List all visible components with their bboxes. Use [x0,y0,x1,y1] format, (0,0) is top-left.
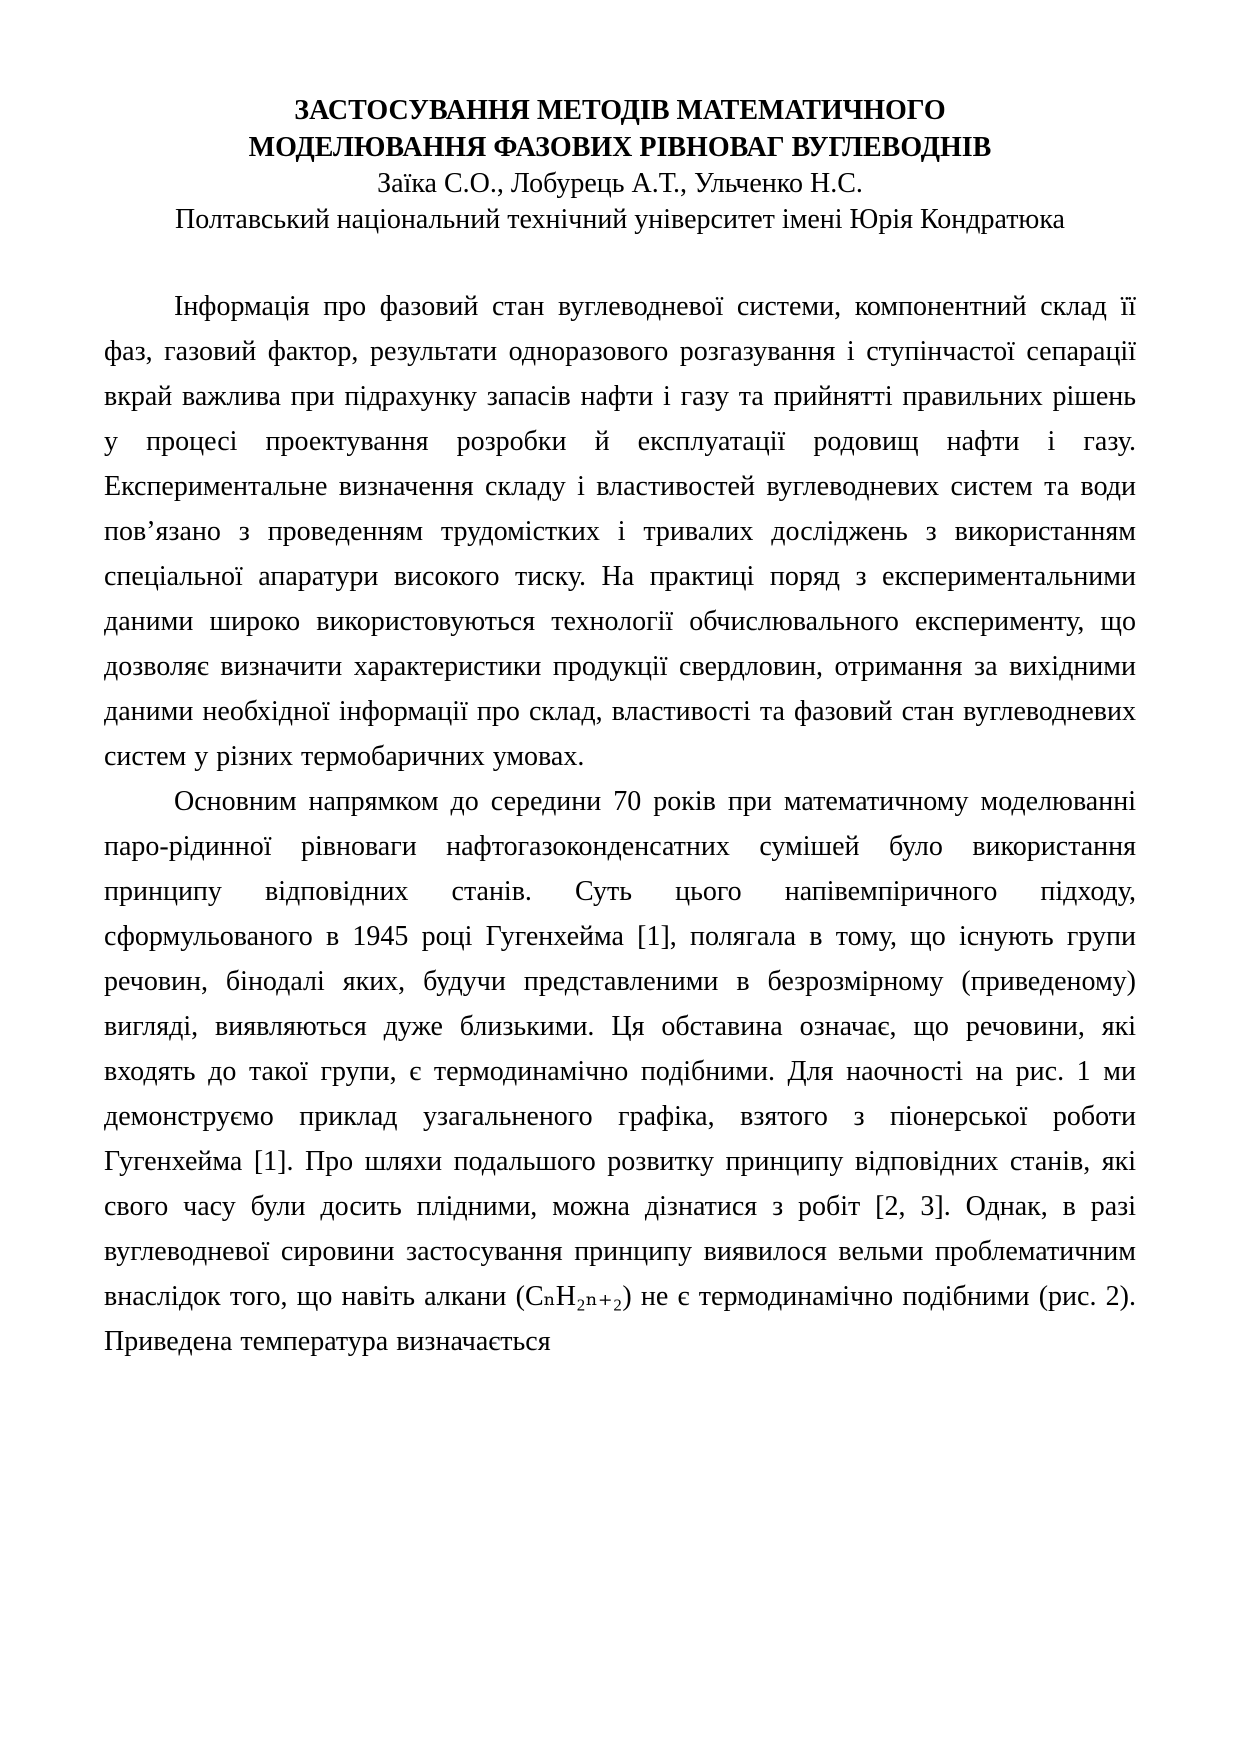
body-paragraph-1: Інформація про фазовий стан вуглеводневої системи, компонентний склад її фаз, газовий фактор, результати одноразового розгазування і ступінчастої сепарації вкрай важлива при підрахунку запасів нафти і газу та прийнятті правильних рішень у процесі проектування розробки й експлуатації родовищ нафти і газу. Експериментальне визначення складу і властивостей вуглеводневих систем та води пов’язано з проведенням трудомістких і тривалих досліджень з використанням спеціальної апаратури високого тиску. На практиці поряд з експериментальними даними широко використовуються технології обчислювального експерименту, що дозволяє визначити характеристики продукції свердловин, отримання за вихідними даними необхідної інформації про склад, властивості та фазовий стан вуглеводневих систем у різних термобаричних умовах. [104,291,1136,772]
title-line-2: МОДЕЛЮВАННЯ ФАЗОВИХ РІВНОВАГ ВУГЛЕВОДНІВ [248,132,992,163]
authors-line: Заїка С.О., Лобурець А.Т., Ульченко Н.С. [377,168,863,199]
document-body [104,284,1136,1364]
body-paragraph-2: Основним напрямком до середини 70 років при математичному моделюванні паро-рідинної рівноваги нафтогазоконденсатних сумішей було використання принципу відповідних станів. Суть цього напівемпіричного підходу, сформульованого в 1945 році Гугенхейма [1], полягала в тому, що існують групи речовин, бінодалі яких, будучи представленими в безрозмірному (приведеному) вигляді, виявляються дуже близькими. Ця обставина означає, що речовини, які входять до такої групи, є термодинамічно подібними. Для наочності на рис. 1 ми демонструємо приклад узагальненого графіка, взятого з піонерської роботи Гугенхейма [1]. Про шляхи подальшого розвитку принципу відповідних станів, які свого часу були досить плідними, можна дізнатися з робіт [2, 3]. Однак, в разі вуглеводневої сировини застосування принципу виявилося вельми проблематичним внаслідок того, що навіть алкани (CₙH₂ₙ₊₂) не є термодинамічно подібними (рис. 2). Приведена температура визначається [104,786,1136,1357]
page-title [104,92,1136,166]
document-header [104,92,1136,238]
title-line-1: ЗАСТОСУВАННЯ МЕТОДІВ МАТЕМАТИЧНОГО [294,95,946,126]
affiliation-line: Полтавський національний технічний університет імені Юрія Кондратюка [175,204,1065,235]
